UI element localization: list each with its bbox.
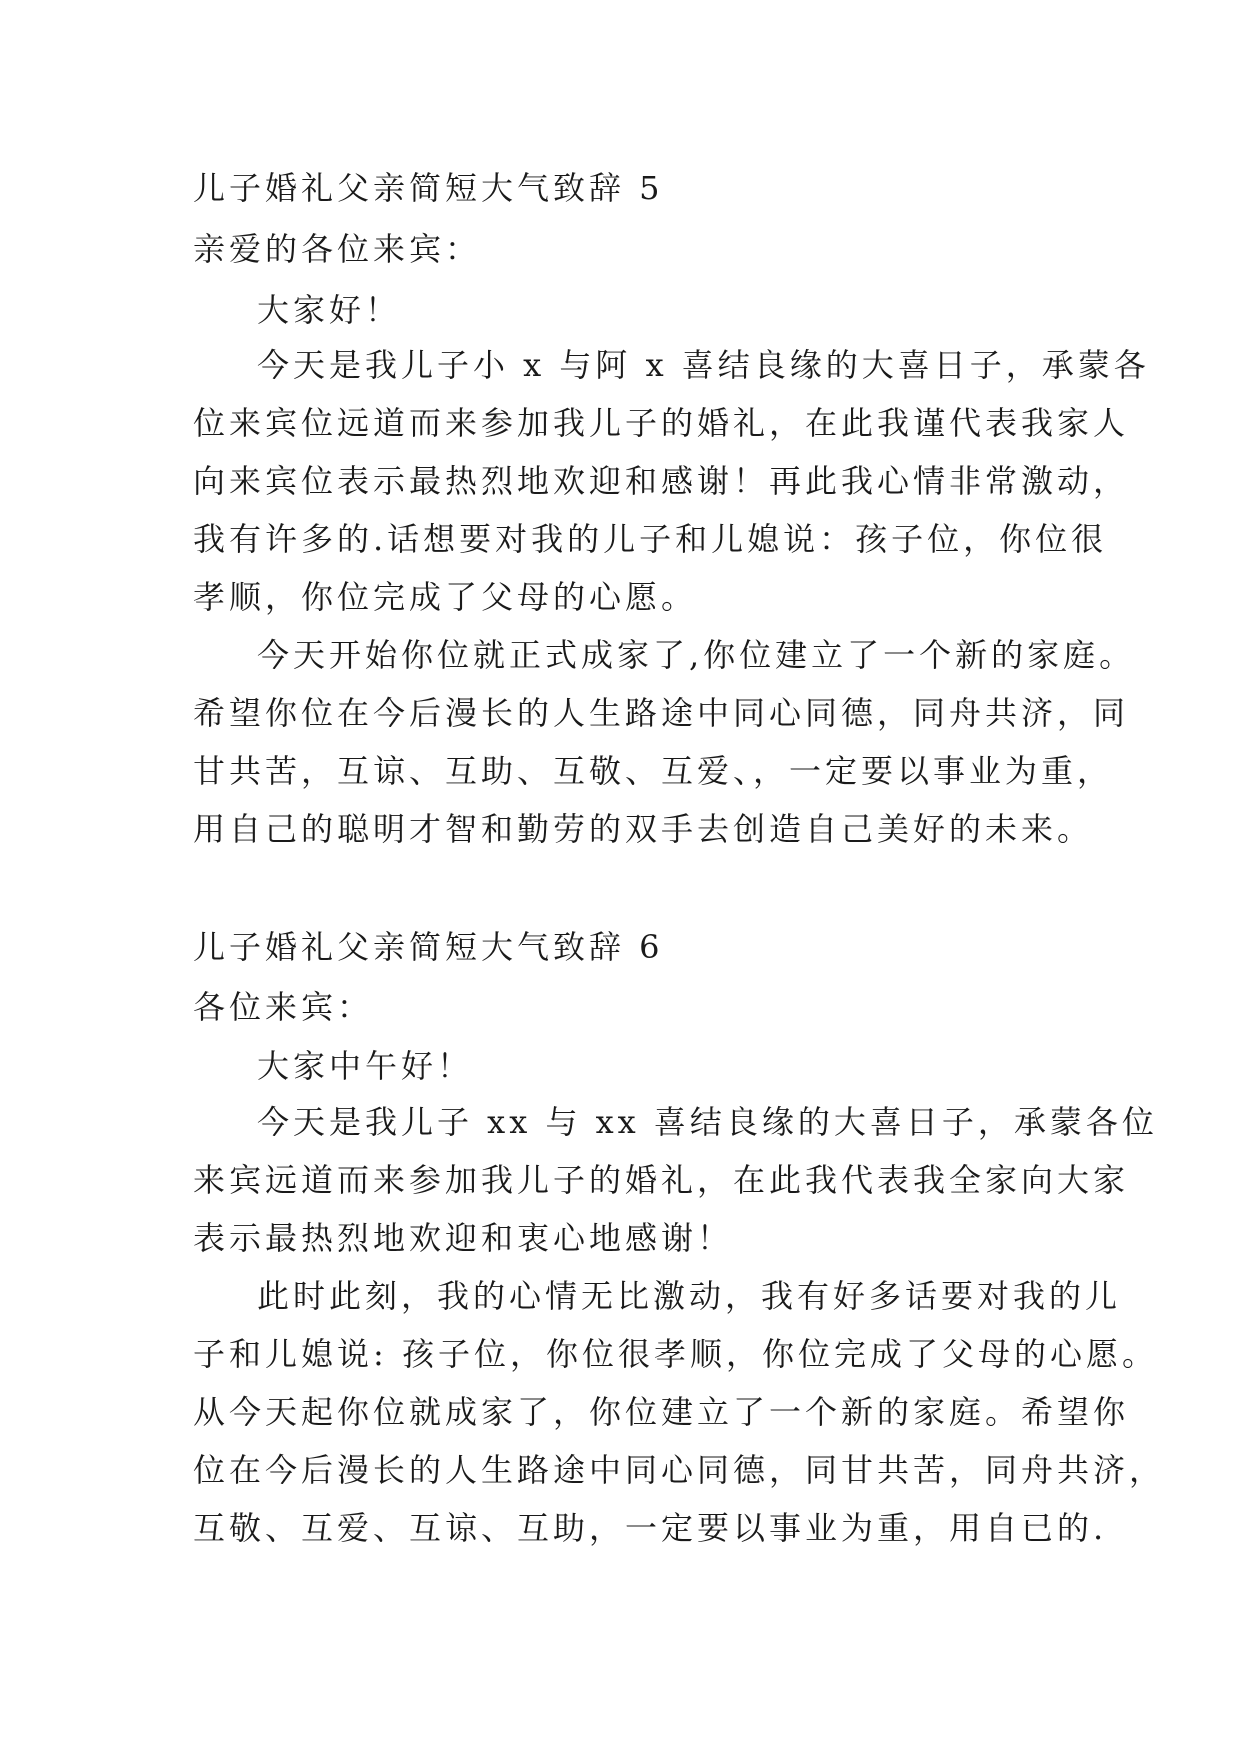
section-6-p2-line-5: 互敬、互爱、互谅、互助，一定要以事业为重，用自已的. bbox=[193, 1509, 1108, 1547]
section-5-p2-line-2: 希望你位在今后漫长的人生路途中同心同德，同舟共济，同 bbox=[193, 694, 1130, 732]
section-5-p1-line-3: 向来宾位表示最热烈地欢迎和感谢！再此我心情非常激动， bbox=[193, 462, 1130, 500]
section-5-p1-line-5: 孝顺，你位完成了父母的心愿。 bbox=[193, 578, 698, 616]
section-5-p1-line-1: 今天是我儿子小 x 与阿 x 喜结良缘的大喜日子，承蒙各 bbox=[257, 346, 1150, 384]
section-5-p2-line-3: 甘共苦，互谅、互助、互敬、互爱、，一定要以事业为重， bbox=[193, 752, 1114, 790]
section-5-p1-line-2: 位来宾位远道而来参加我儿子的婚礼，在此我谨代表我家人 bbox=[193, 404, 1130, 442]
section-5-greeting: 大家好！ bbox=[257, 291, 402, 329]
section-5-salutation: 亲爱的各位来宾： bbox=[193, 230, 482, 268]
section-6-p1-line-3: 表示最热烈地欢迎和衷心地感谢！ bbox=[193, 1219, 734, 1257]
section-6-salutation: 各位来宾： bbox=[193, 988, 374, 1026]
section-6-greeting: 大家中午好！ bbox=[257, 1047, 474, 1085]
section-6-p2-line-3: 从今天起你位就成家了，你位建立了一个新的家庭。希望你 bbox=[193, 1393, 1130, 1431]
section-6-p2-line-4: 位在今后漫长的人生路途中同心同德，同甘共苦，同舟共济， bbox=[193, 1451, 1166, 1489]
section-6-p2-line-2: 子和儿媳说: 孩子位，你位很孝顺，你位完成了父母的心愿。 bbox=[193, 1335, 1158, 1373]
section-6-p2-line-1: 此时此刻，我的心情无比激动，我有好多话要对我的儿 bbox=[257, 1277, 1122, 1315]
section-5-p2-line-4: 用自己的聪明才智和勤劳的双手去创造自己美好的未来。 bbox=[193, 810, 1094, 848]
section-5-p2-line-1: 今天开始你位就正式成家了,你位建立了一个新的家庭。 bbox=[257, 636, 1136, 674]
section-6-title: 儿子婚礼父亲简短大气致辞 6 bbox=[193, 928, 664, 966]
section-6-p1-line-1: 今天是我儿子 xx 与 xx 喜结良缘的大喜日子，承蒙各位 bbox=[257, 1103, 1158, 1141]
section-5-p1-line-4: 我有许多的.话想要对我的儿子和儿媳说：孩子位，你位很 bbox=[193, 520, 1108, 558]
section-5-title: 儿子婚礼父亲简短大气致辞 5 bbox=[193, 169, 664, 207]
section-6-p1-line-2: 来宾远道而来参加我儿子的婚礼，在此我代表我全家向大家 bbox=[193, 1161, 1130, 1199]
